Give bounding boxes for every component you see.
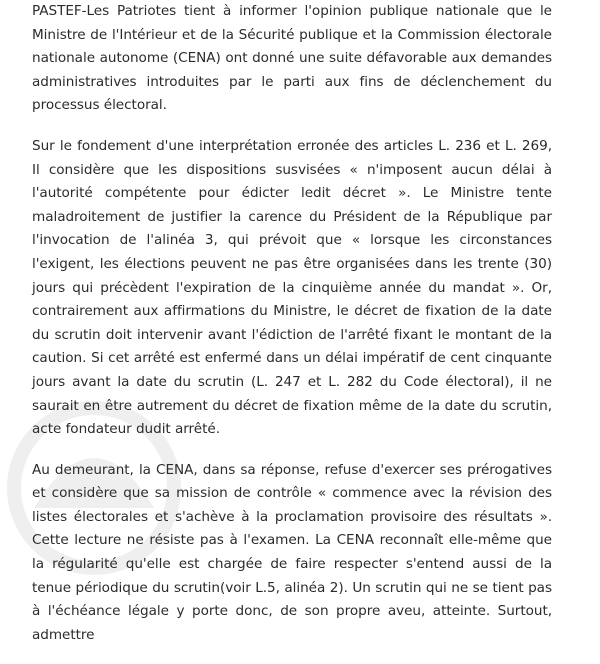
document-body [32,0,552,664]
paragraph-3: Au demeurant, la CENA, dans sa réponse, refuse d'exercer ses prérogatives et considère que sa mission de contrôle « commence avec la révision des listes électorales et s'achève à la proclamation provisoire des résultats ». Cette lecture ne résiste pas à l'examen. La CENA reconnaît elle-même que la régularité qu'elle est chargée de faire respecter s'entend aussi de la tenue périodique du scrutin(voir L.5, alinéa 2). Un scrutin qui ne se tient pas à l'échéance légale y porte donc, de son propre aveu, atteinte. Surtout, admettre [32,461,552,643]
paragraph-2: Sur le fondement d'une interprétation erronée des articles L. 236 et L. 269, Il considère que les dispositions susvisées « n'imposent aucun délai à l'autorité compétente pour édicter ledit décret ». Le Ministre tente maladroitement de justifier la carence du Président de la République par l'invocation de l'alinéa 3, qui prévoit que « lorsque les circonstances l'exigent, les élections peuvent ne pas être organisées dans les trente (30) jours qui précèdent l'expiration de la cinquième année du mandat ». Or, contrairement aux affirmations du Ministre, le décret de fixation de la date du scrutin doit intervenir avant l'édiction de l'arrêté fixant le montant de la caution. Si cet arrêté est enfermé dans un délai impératif de cent cinquante jours avant la date du scrutin (L. 247 et L. 282 du Code électoral), il ne saurait en être autrement du décret de fixation même de la date du scrutin, acte fondateur dudit arrêté. [32,137,552,438]
paragraph-1: PASTEF-Les Patriotes tient à informer l'opinion publique nationale que le Ministre de l'Intérieur et de la Sécurité publique et la Commission électorale nationale autonome (CENA) ont donné une suite défavorable aux demandes administratives introduites par le parti aux fins de déclenchement du processus électoral. [32,3,552,114]
